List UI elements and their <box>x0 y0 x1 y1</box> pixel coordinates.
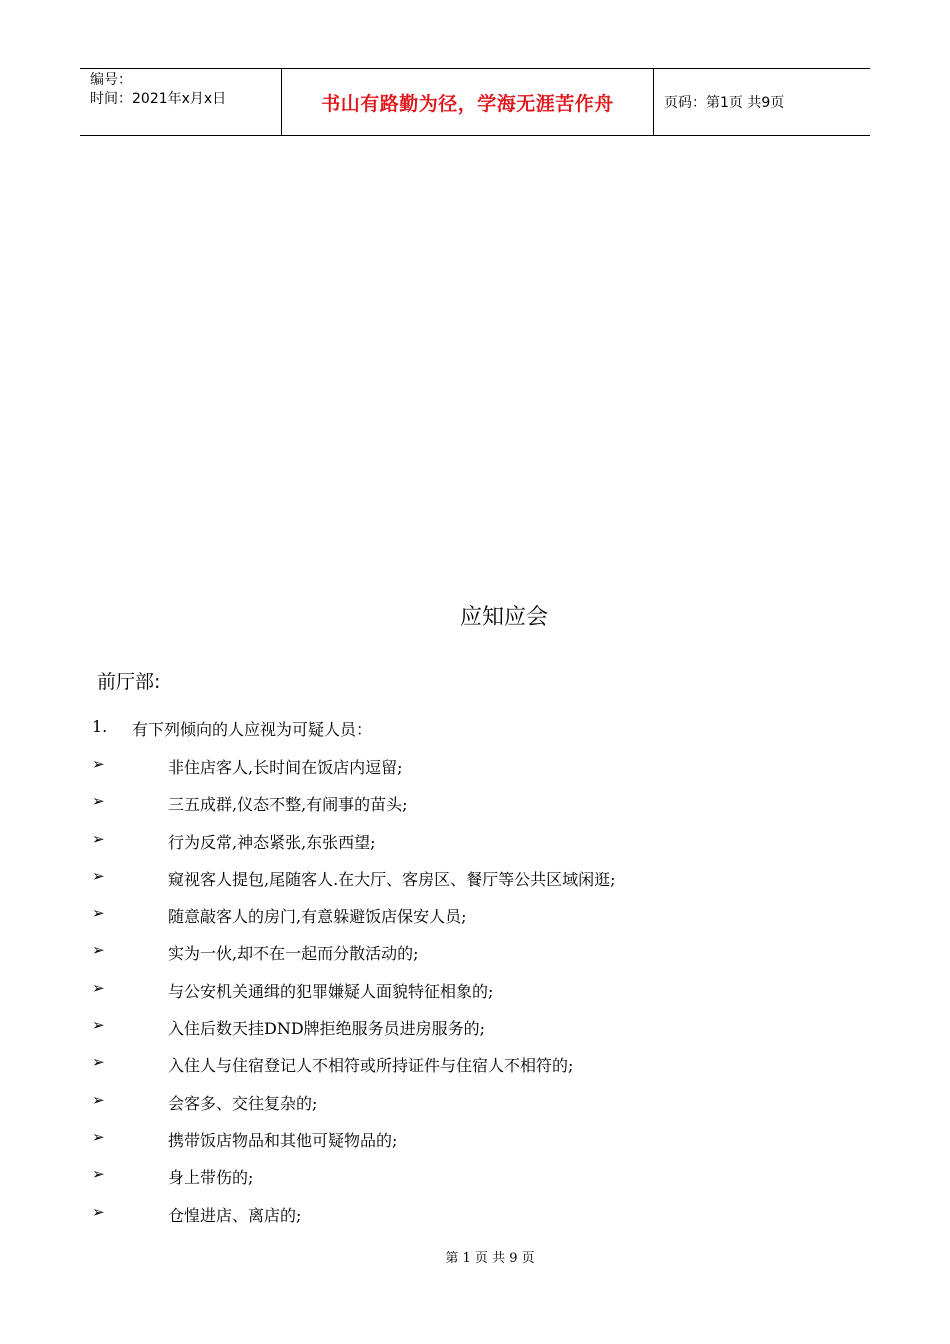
page-label: 页码：第1页 共9页 <box>664 95 785 111</box>
arrow-bullet-icon: ➢ <box>92 1090 105 1109</box>
page-header <box>80 68 870 136</box>
arrow-bullet-icon: ➢ <box>92 866 105 885</box>
list-item <box>92 1203 616 1240</box>
list-item-text: 随意敲客人的房门,有意躲避饭店保安人员; <box>168 907 467 927</box>
list-item <box>92 1128 616 1165</box>
number-label: 编号： <box>90 72 132 88</box>
arrow-bullet-icon: ➢ <box>92 1127 105 1146</box>
question-text: 有下列倾向的人应视为可疑人员： <box>132 720 373 739</box>
arrow-bullet-icon: ➢ <box>92 829 105 848</box>
section-heading: 前厅部: <box>97 671 161 693</box>
list-item-text: 三五成群,仪态不整,有闹事的苗头; <box>168 795 408 815</box>
list-item-text: 入住人与住宿登记人不相符或所持证件与住宿人不相符的; <box>168 1056 574 1076</box>
arrow-bullet-icon: ➢ <box>92 1202 105 1221</box>
header-page-cell <box>654 69 870 135</box>
list-item-text: 携带饭店物品和其他可疑物品的; <box>168 1130 398 1150</box>
arrow-bullet-icon: ➢ <box>92 1165 105 1184</box>
arrow-bullet-icon: ➢ <box>92 755 105 773</box>
arrow-bullet-icon: ➢ <box>92 792 105 811</box>
arrow-bullet-icon: ➢ <box>92 1016 105 1035</box>
header-motto-cell <box>282 69 654 135</box>
list-item <box>92 1053 616 1090</box>
list-item <box>92 867 616 904</box>
list-item <box>92 1165 616 1202</box>
question-line <box>92 717 372 740</box>
arrow-bullet-icon: ➢ <box>92 941 105 960</box>
list-item-text: 实为一伙,却不在一起而分散活动的; <box>168 944 419 964</box>
header-meta <box>80 69 282 135</box>
list-item-text: 入住后数天挂DND牌拒绝服务员进房服务的; <box>168 1019 486 1039</box>
arrow-bullet-icon: ➢ <box>92 904 105 923</box>
question-number: 1. <box>92 717 108 736</box>
list-item-text: 行为反常,神态紧张,东张西望; <box>168 832 376 852</box>
arrow-bullet-icon: ➢ <box>92 978 105 997</box>
list-item <box>92 941 616 978</box>
date-label: 时间：2021年x月x日 <box>90 91 227 107</box>
arrow-bullet-icon: ➢ <box>92 1053 105 1072</box>
document-title: 应知应会 <box>459 605 548 630</box>
list-item-text: 会客多、交往复杂的; <box>168 1093 318 1113</box>
list-item-text: 窥视客人提包,尾随客人.在大厅、客房区、餐厅等公共区域闲逛; <box>168 869 616 889</box>
list-item <box>92 755 616 792</box>
page-footer: 第 1 页 共 9 页 <box>445 1251 535 1266</box>
list-item <box>92 979 616 1016</box>
list-item-text: 非住店客人,长时间在饭店内逗留; <box>168 758 403 777</box>
motto-text: 书山有路勤为径，学海无涯苦作舟 <box>321 92 614 115</box>
list-item <box>92 830 616 867</box>
list-item <box>92 1016 616 1053</box>
list-item <box>92 1091 616 1128</box>
list-item-text: 仓惶进店、离店的; <box>168 1205 302 1225</box>
list-item-text: 与公安机关通缉的犯罪嫌疑人面貌特征相象的; <box>168 981 494 1001</box>
list-item <box>92 904 616 941</box>
suspect-list <box>92 755 616 1240</box>
list-item-text: 身上带伤的; <box>168 1168 254 1188</box>
list-item <box>92 792 616 829</box>
